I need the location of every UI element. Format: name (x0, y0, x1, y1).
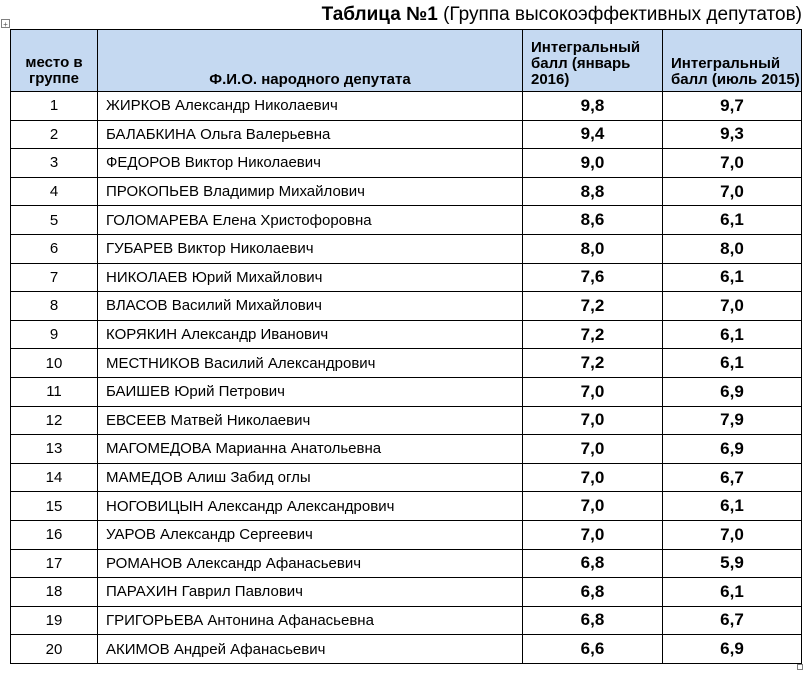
deputy-name-cell: БАИШЕВ Юрий Петрович (98, 377, 523, 406)
score-jan-2016-cell: 7,6 (523, 263, 663, 292)
score-jul-2015-cell: 6,1 (663, 578, 802, 607)
score-jan-2016-cell: 8,0 (523, 234, 663, 263)
score-jul-2015-cell: 6,9 (663, 435, 802, 464)
table-row (11, 149, 802, 178)
table-row (11, 578, 802, 607)
score-jan-2016-cell: 9,0 (523, 149, 663, 178)
header-score-jan-2016: Интегральный балл (январь 2016) (523, 30, 663, 92)
score-jul-2015-cell: 7,0 (663, 520, 802, 549)
score-jan-2016-cell: 6,6 (523, 635, 663, 664)
deputy-name-cell: УАРОВ Александр Сергеевич (98, 520, 523, 549)
score-jan-2016-cell: 8,6 (523, 206, 663, 235)
deputy-name-cell: ГУБАРЕВ Виктор Николаевич (98, 234, 523, 263)
score-jul-2015-cell: 9,7 (663, 92, 802, 121)
score-jul-2015-cell: 6,9 (663, 377, 802, 406)
score-jan-2016-cell: 8,8 (523, 177, 663, 206)
table-resize-handle-icon[interactable] (797, 664, 803, 670)
score-jul-2015-cell: 9,3 (663, 120, 802, 149)
score-jul-2015-cell: 6,9 (663, 635, 802, 664)
score-jul-2015-cell: 7,0 (663, 177, 802, 206)
score-jul-2015-cell: 6,1 (663, 492, 802, 521)
table-row (11, 206, 802, 235)
score-jul-2015-cell: 7,0 (663, 149, 802, 178)
rank-cell: 16 (11, 520, 98, 549)
score-jan-2016-cell: 7,0 (523, 406, 663, 435)
table-row (11, 492, 802, 521)
rank-cell: 18 (11, 578, 98, 607)
table-row (11, 406, 802, 435)
table-row (11, 234, 802, 263)
score-jan-2016-cell: 7,0 (523, 435, 663, 464)
deputy-name-cell: МЕСТНИКОВ Василий Александрович (98, 349, 523, 378)
table-title (322, 3, 802, 27)
rank-cell: 2 (11, 120, 98, 149)
score-jan-2016-cell: 6,8 (523, 578, 663, 607)
score-jul-2015-cell: 6,7 (663, 463, 802, 492)
score-jan-2016-cell: 7,0 (523, 377, 663, 406)
deputy-name-cell: ПАРАХИН Гаврил Павлович (98, 578, 523, 607)
rank-cell: 12 (11, 406, 98, 435)
rank-cell: 11 (11, 377, 98, 406)
deputy-name-cell: НИКОЛАЕВ Юрий Михайлович (98, 263, 523, 292)
table-row (11, 120, 802, 149)
table-row (11, 177, 802, 206)
deputy-name-cell: ЕВСЕЕВ Матвей Николаевич (98, 406, 523, 435)
table-title-number: Таблица №1 (321, 4, 438, 25)
score-jan-2016-cell: 7,2 (523, 292, 663, 321)
table-row (11, 606, 802, 635)
header-score-jul-2015: Интегральный балл (июль 2015) (663, 30, 802, 92)
deputy-name-cell: ФЕДОРОВ Виктор Николаевич (98, 149, 523, 178)
score-jul-2015-cell: 6,1 (663, 320, 802, 349)
rank-cell: 19 (11, 606, 98, 635)
score-jan-2016-cell: 9,4 (523, 120, 663, 149)
deputy-name-cell: НОГОВИЦЫН Александр Александрович (98, 492, 523, 521)
header-rank: место в группе (11, 30, 98, 92)
rank-cell: 13 (11, 435, 98, 464)
rank-cell: 20 (11, 635, 98, 664)
score-jan-2016-cell: 7,0 (523, 463, 663, 492)
deputy-name-cell: ПРОКОПЬЕВ Владимир Михайлович (98, 177, 523, 206)
table-row (11, 292, 802, 321)
rank-cell: 10 (11, 349, 98, 378)
deputy-name-cell: МАГОМЕДОВА Марианна Анатольевна (98, 435, 523, 464)
score-jan-2016-cell: 7,2 (523, 349, 663, 378)
score-jan-2016-cell: 7,0 (523, 492, 663, 521)
score-jul-2015-cell: 6,7 (663, 606, 802, 635)
rank-cell: 15 (11, 492, 98, 521)
deputy-name-cell: КОРЯКИН Александр Иванович (98, 320, 523, 349)
rank-cell: 1 (11, 92, 98, 121)
score-jan-2016-cell: 7,0 (523, 520, 663, 549)
score-jul-2015-cell: 6,1 (663, 263, 802, 292)
deputy-name-cell: МАМЕДОВ Алиш Забид оглы (98, 463, 523, 492)
table-row (11, 349, 802, 378)
table-row (11, 463, 802, 492)
header-name: Ф.И.О. народного депутата (98, 30, 523, 92)
score-jul-2015-cell: 5,9 (663, 549, 802, 578)
rank-cell: 4 (11, 177, 98, 206)
deputy-name-cell: ВЛАСОВ Василий Михайлович (98, 292, 523, 321)
deputies-table (10, 29, 802, 664)
table-row (11, 263, 802, 292)
score-jul-2015-cell: 6,1 (663, 206, 802, 235)
rank-cell: 9 (11, 320, 98, 349)
deputy-name-cell: БАЛАБКИНА Ольга Валерьевна (98, 120, 523, 149)
table-row (11, 320, 802, 349)
rank-cell: 6 (11, 234, 98, 263)
table-row (11, 520, 802, 549)
table-row (11, 377, 802, 406)
table-row (11, 549, 802, 578)
table-row (11, 435, 802, 464)
deputy-name-cell: ГОЛОМАРЕВА Елена Христофоровна (98, 206, 523, 235)
rank-cell: 8 (11, 292, 98, 321)
deputy-name-cell: РОМАНОВ Александр Афанасьевич (98, 549, 523, 578)
rank-cell: 7 (11, 263, 98, 292)
score-jan-2016-cell: 9,8 (523, 92, 663, 121)
rank-cell: 5 (11, 206, 98, 235)
table-move-handle-icon[interactable]: + (1, 19, 10, 28)
score-jan-2016-cell: 6,8 (523, 549, 663, 578)
rank-cell: 17 (11, 549, 98, 578)
score-jan-2016-cell: 7,2 (523, 320, 663, 349)
score-jan-2016-cell: 6,8 (523, 606, 663, 635)
score-jul-2015-cell: 6,1 (663, 349, 802, 378)
table-row (11, 92, 802, 121)
score-jul-2015-cell: 8,0 (663, 234, 802, 263)
table-row (11, 635, 802, 664)
score-jul-2015-cell: 7,0 (663, 292, 802, 321)
rank-cell: 3 (11, 149, 98, 178)
score-jul-2015-cell: 7,9 (663, 406, 802, 435)
deputy-name-cell: ГРИГОРЬЕВА Антонина Афанасьевна (98, 606, 523, 635)
rank-cell: 14 (11, 463, 98, 492)
table-header-row (11, 30, 802, 92)
deputy-name-cell: АКИМОВ Андрей Афанасьевич (98, 635, 523, 664)
deputy-name-cell: ЖИРКОВ Александр Николаевич (98, 92, 523, 121)
table-title-subtitle: (Группа высокоэффективных депутатов) (437, 4, 802, 25)
